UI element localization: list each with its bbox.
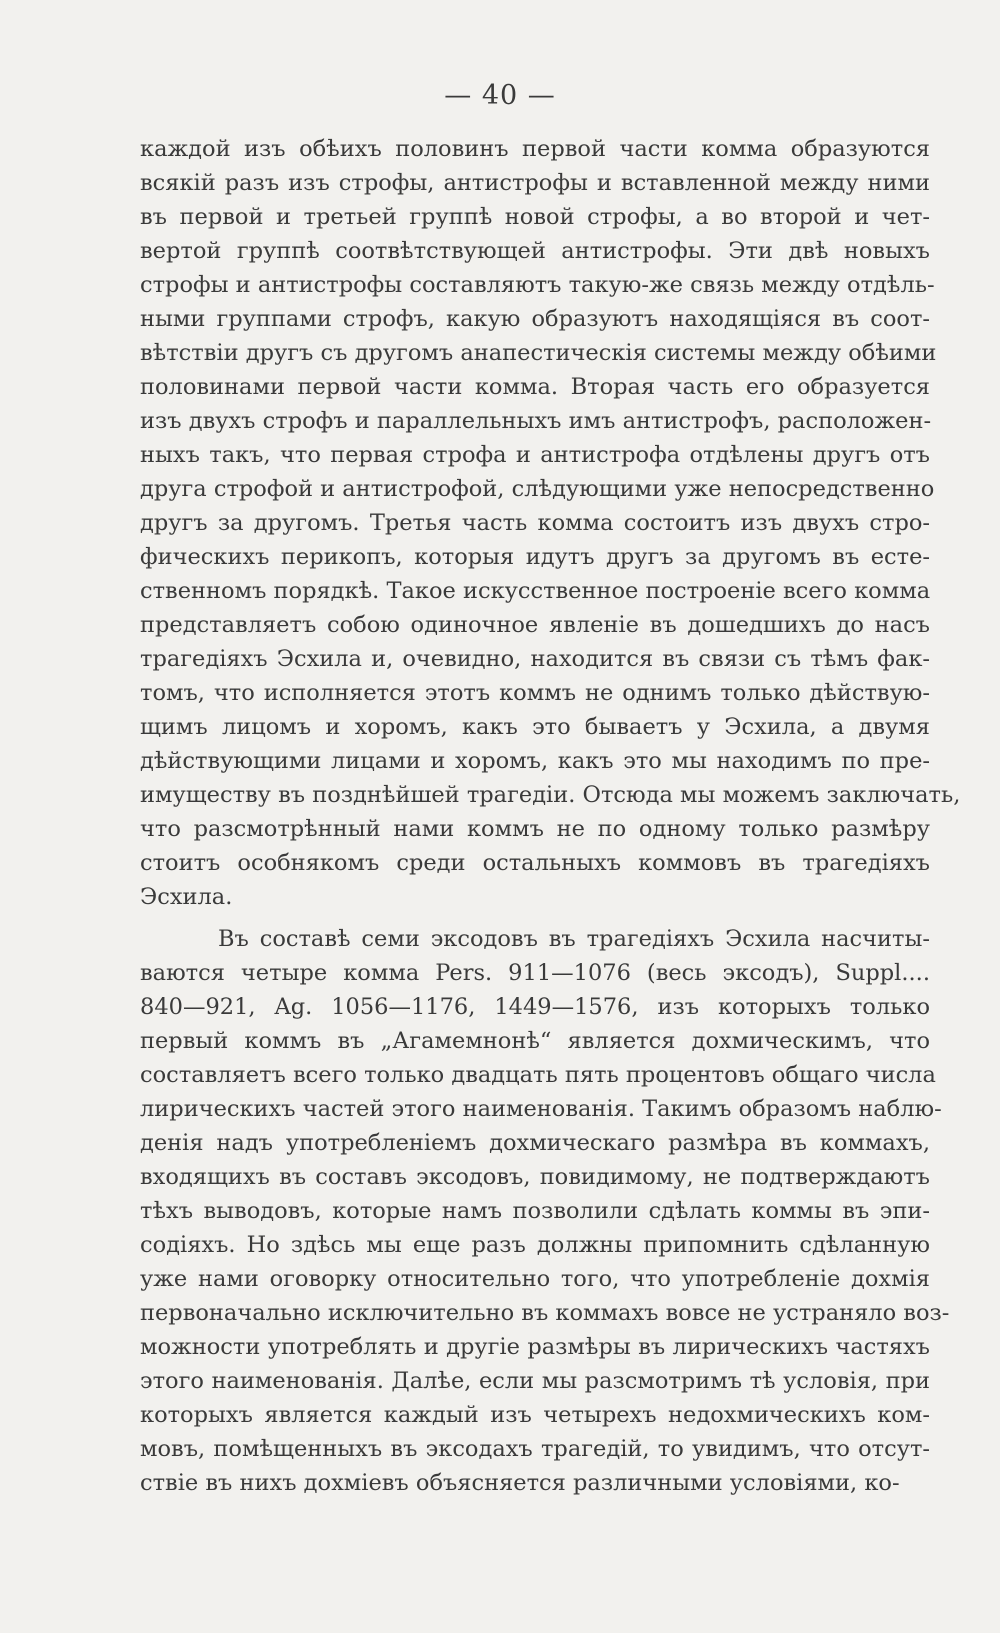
text-line: друга строфой и антистрофой, слѣдующими уже непосредственно (140, 476, 935, 502)
text-line: ными группами строфъ, какую образуютъ находящіяся въ соот- (140, 306, 930, 332)
text-line: трагедіяхъ Эсхила и, очевидно, находится въ связи съ тѣмъ фак- (140, 646, 930, 672)
body-text (140, 132, 961, 1500)
text-line: денія надъ употребленіемъ дохмическаго размѣра въ коммахъ, (140, 1130, 930, 1156)
text-line: первоначально исключительно въ коммахъ вовсе не устраняло воз- (140, 1300, 950, 1326)
paragraph-1 (140, 132, 961, 914)
text-line: вертой группѣ соотвѣтствующей антистрофы. Эти двѣ новыхъ (140, 238, 930, 264)
text-line: 840—921, Ag. 1056—1176, 1449—1576, изъ которыхъ только (140, 994, 930, 1020)
text-line: щимъ лицомъ и хоромъ, какъ это бываетъ у Эсхила, а двумя (140, 714, 930, 740)
text-line: ныхъ такъ, что первая строфа и антистрофа отдѣлены другъ отъ (140, 442, 930, 468)
text-line: въ первой и третьей группѣ новой строфы, а во второй и чет- (140, 204, 930, 230)
text-line: уже нами оговорку относительно того, что употребленіе дохмія (140, 1266, 930, 1292)
text-line: всякій разъ изъ строфы, антистрофы и вставленной между ними (140, 170, 930, 196)
text-line: строфы и антистрофы составляютъ такую-же связь между отдѣль- (140, 272, 935, 298)
text-line: мовъ, помѣщенныхъ въ эксодахъ трагедій, то увидимъ, что отсут- (140, 1436, 930, 1462)
text-line: дѣйствующими лицами и хоромъ, какъ это мы находимъ по пре- (140, 748, 930, 774)
text-line: ственномъ порядкѣ. Такое искусственное построеніе всего комма (140, 578, 931, 604)
text-line: стоитъ особнякомъ среди остальныхъ коммовъ въ трагедіяхъ (140, 850, 930, 876)
text-line: этого наименованія. Далѣе, если мы разсмотримъ тѣ условія, при (140, 1368, 930, 1394)
page-number: — 40 — (444, 80, 556, 111)
text-line: что разсмотрѣнный нами коммъ не по одному только размѣру (140, 816, 930, 842)
text-line: составляетъ всего только двадцать пять процентовъ общаго числа (140, 1062, 936, 1088)
text-line: имуществу въ позднѣйшей трагедіи. Отсюда мы можемъ заключать, (140, 782, 961, 808)
text-line: первый коммъ въ „Агамемнонѣ“ является дохмическимъ, что (140, 1028, 930, 1054)
text-line: вѣтствіи другъ съ другомъ анапестическія системы между обѣими (140, 340, 937, 366)
text-line: ствіе въ нихъ дохміевъ объясняется различными условіями, ко- (140, 1470, 900, 1496)
text-line: Въ составѣ семи эксодовъ въ трагедіяхъ Эсхила насчиты- (218, 926, 930, 952)
text-line: лирическихъ частей этого наименованія. Такимъ образомъ наблю- (140, 1096, 942, 1122)
text-line: изъ двухъ строфъ и параллельныхъ имъ антистрофъ, расположен- (140, 408, 932, 434)
text-line: тѣхъ выводовъ, которые намъ позволили сдѣлать коммы въ эпи- (140, 1198, 930, 1224)
text-line: входящихъ въ составъ эксодовъ, повидимому, не подтверждаютъ (140, 1164, 930, 1190)
text-line: которыхъ является каждый изъ четырехъ недохмическихъ ком- (140, 1402, 930, 1428)
text-line: другъ за другомъ. Третья часть комма состоитъ изъ двухъ стро- (140, 510, 930, 536)
text-line: каждой изъ обѣихъ половинъ первой части комма образуются (140, 136, 930, 162)
text-line: ваются четыре комма Pers. 911—1076 (весь эксодъ), Suppl.... (140, 960, 930, 986)
text-line: половинами первой части комма. Вторая часть его образуется (140, 374, 930, 400)
text-line: представляетъ собою одиночное явленіе въ дошедшихъ до насъ (140, 612, 930, 638)
text-line: содіяхъ. Но здѣсь мы еще разъ должны припомнить сдѣланную (140, 1232, 930, 1258)
text-line: томъ, что исполняется этотъ коммъ не однимъ только дѣйствую- (140, 680, 930, 706)
text-line: Эсхила. (140, 884, 233, 910)
paragraph-2 (140, 922, 950, 1500)
text-line: можности употреблять и другіе размѣры въ лирическихъ частяхъ (140, 1334, 930, 1360)
text-line: фическихъ перикопъ, которыя идутъ другъ за другомъ въ есте- (140, 544, 930, 570)
